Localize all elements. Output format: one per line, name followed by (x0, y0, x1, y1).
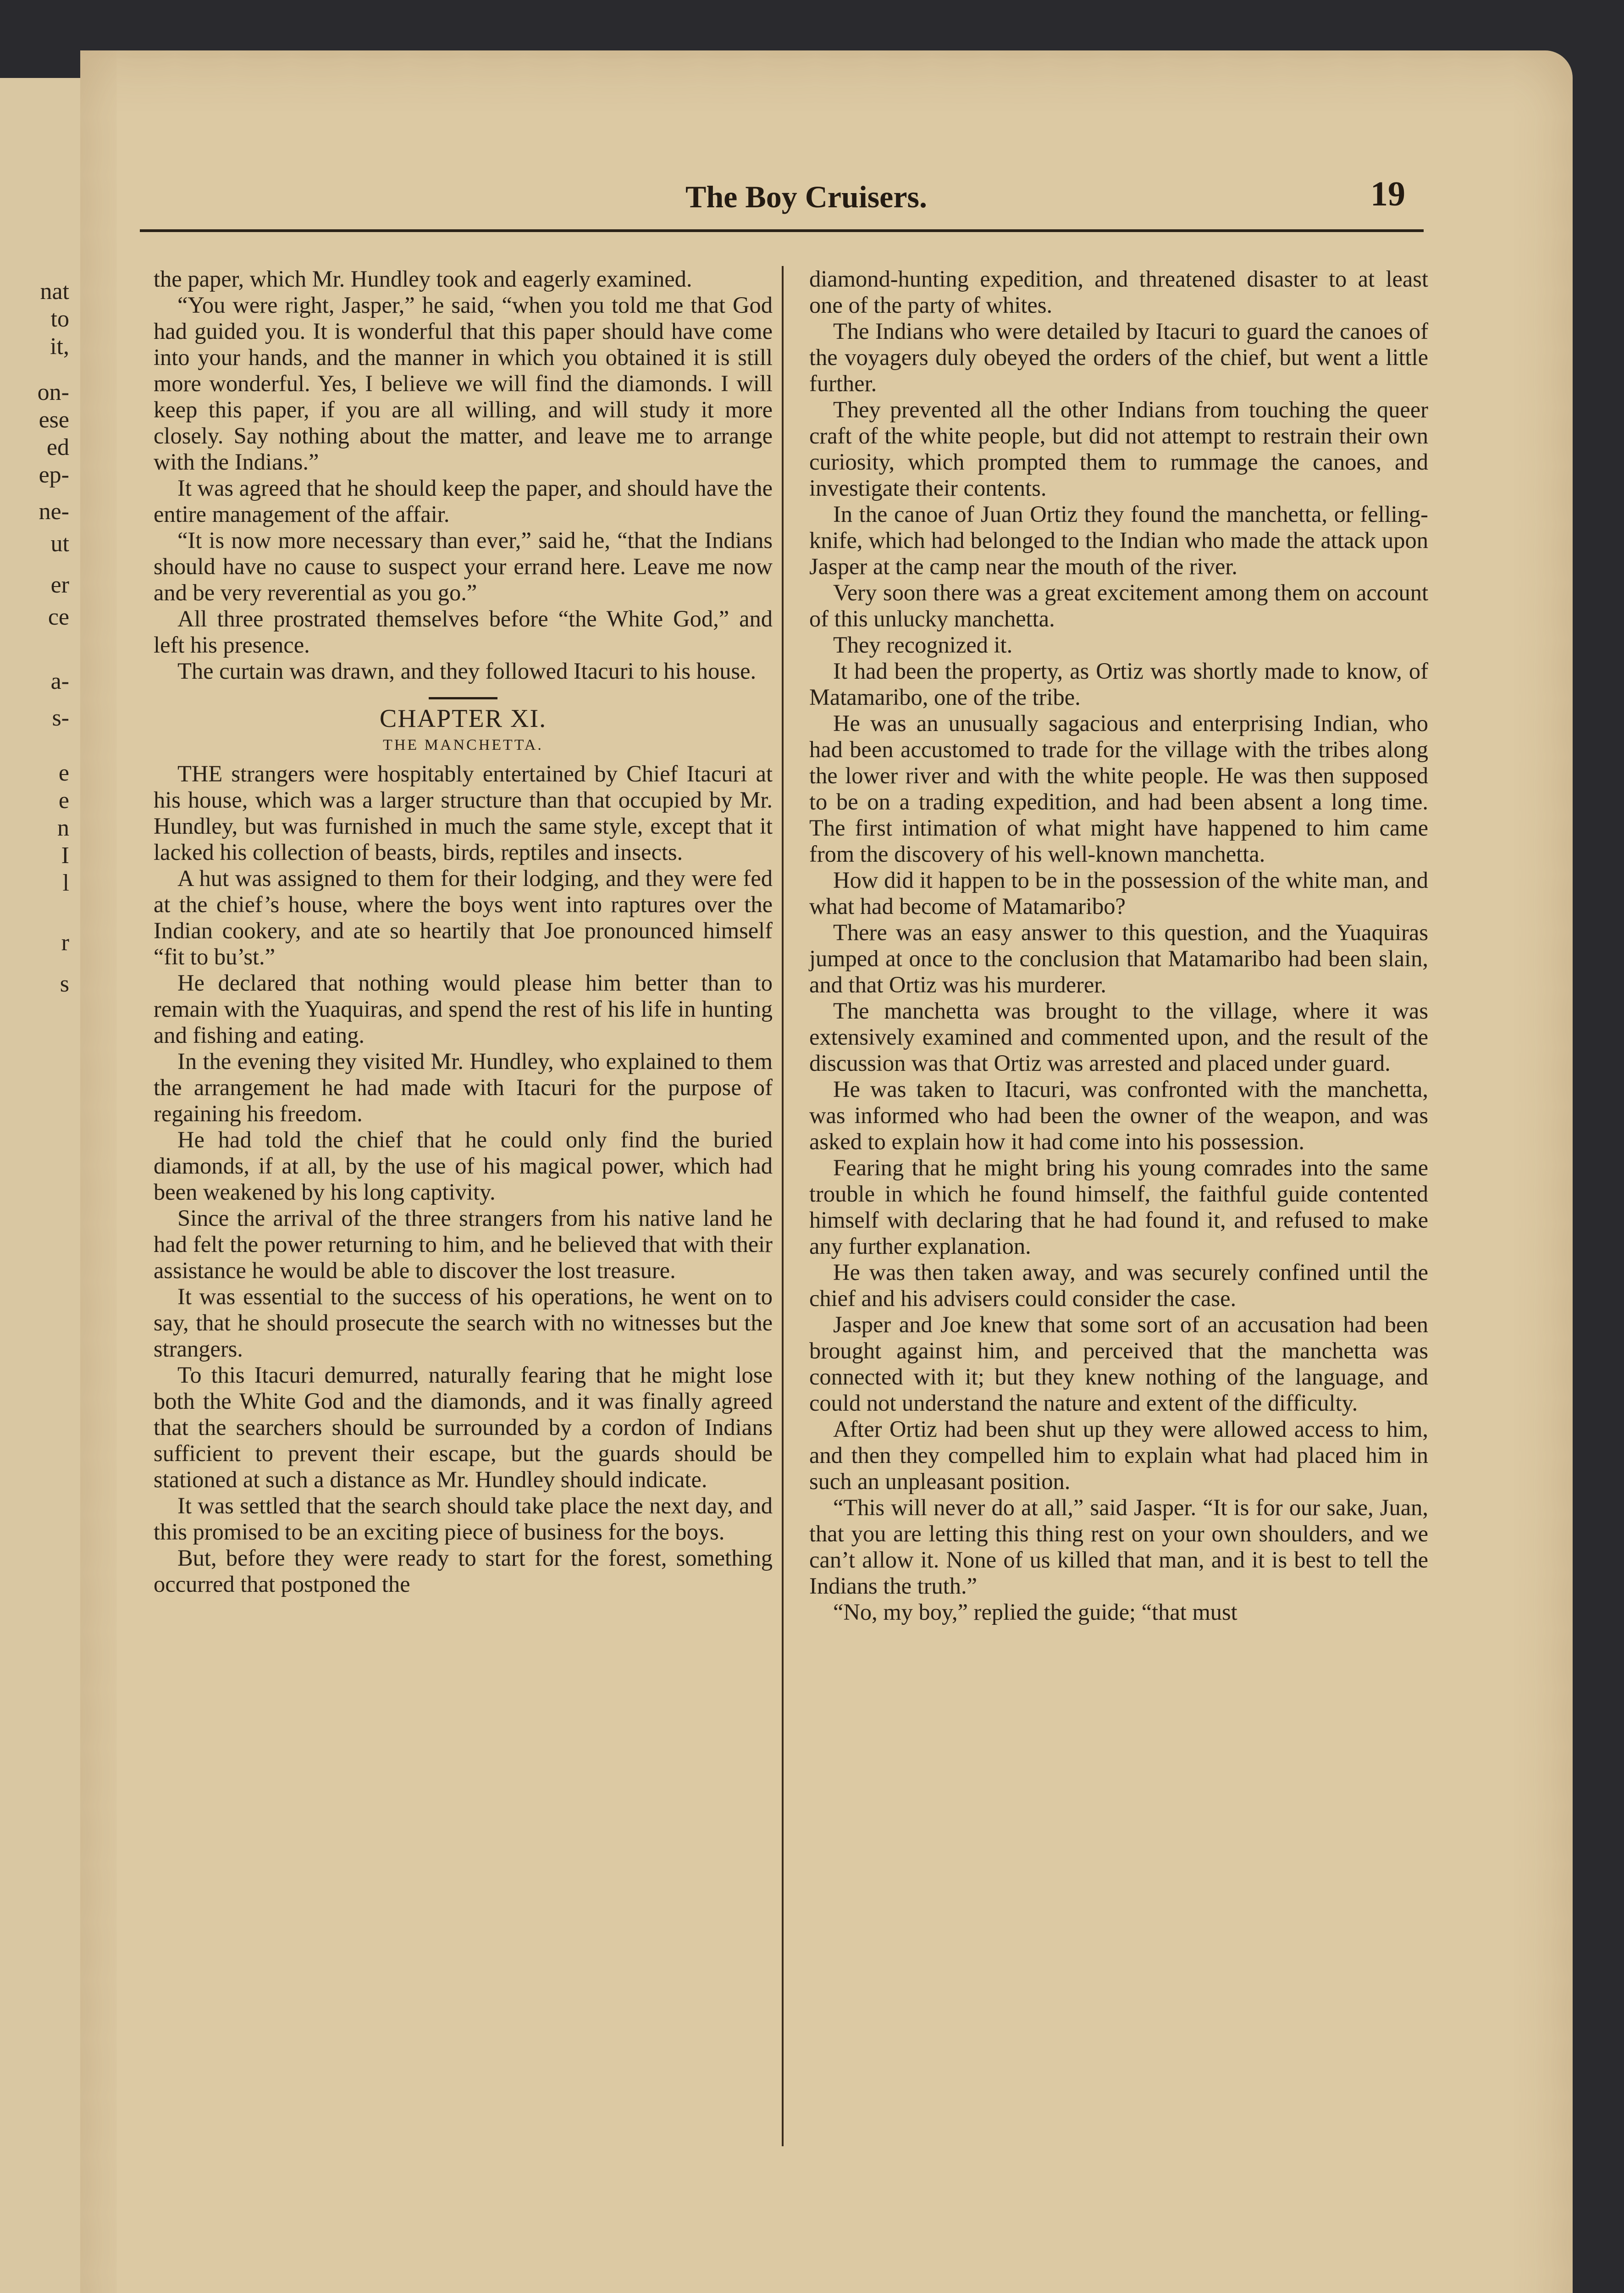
facing-page-fragment: l (62, 870, 69, 896)
paragraph: In the evening they visited Mr. Hundley, who explained to them the arrangement he had made with Itacuri for the purpose of regaining his freedom. (154, 1048, 773, 1126)
paragraph: “It is now more necessary than ever,” said he, “that the Indians should have no cause to suspect your errand here. Leave me now and be very reverential as you go.” (154, 527, 773, 605)
facing-page-edge (0, 78, 87, 2293)
paragraph: Since the arrival of the three strangers from his native land he had felt the power returning to him, and he believed that with their assistance he would be able to discover the lost treasure. (154, 1205, 773, 1283)
paragraph: Very soon there was a great excitement among them on account of this unlucky manchetta. (809, 580, 1428, 631)
paragraph: “This will never do at all,” said Jasper. “It is for our sake, Juan, that you are letting this thing rest on your own shoulders, and we can’t allow it. None of us killed that man, and it is best to tell the Indians the truth.” (809, 1495, 1428, 1599)
left-column (154, 266, 773, 1597)
book-page (80, 50, 1573, 2293)
facing-page-fragment: ese (39, 407, 69, 433)
paragraph: Fearing that he might bring his young comrades into the same trouble in which he found himself, the faithful guide contented himself with declaring that he had found it, and refused to make any further explanation. (809, 1155, 1428, 1259)
running-title: The Boy Cruisers. (685, 179, 927, 214)
paragraph: He declared that nothing would please him better than to remain with the Yuaquiras, and spend the rest of his life in hunting and fishing and eating. (154, 970, 773, 1048)
paragraph: Jasper and Joe knew that some sort of an accusation had been brought against him, and perceived that the manchetta was connected with it; but they knew nothing of the language, and could not understand the nature and extent of the difficulty. (809, 1312, 1428, 1416)
paragraph: He was an unusually sagacious and enterprising Indian, who had been accustomed to trade for the village with the tribes along the lower river and with the white people. He was then supposed to be on a trading expedition, and had been absent a long time. The first intimation of what might have happened to him came from the discovery of his well-known manchetta. (809, 710, 1428, 867)
paragraph: diamond-hunting expedition, and threatened disaster to at least one of the party of whites. (809, 266, 1428, 318)
facing-page-fragment: er (50, 572, 69, 598)
paragraph: After Ortiz had been shut up they were allowed access to him, and then they compelled him to explain what had placed him in such an unpleasant position. (809, 1416, 1428, 1494)
paragraph: A hut was assigned to them for their lodging, and they were fed at the chief’s house, where the boys went into raptures over the Indian cookery, and ate so heartily that Joe pronounced himself “fit to bu’st.” (154, 865, 773, 969)
facing-page-fragment: s- (52, 705, 69, 731)
facing-page-fragment: ed (46, 434, 69, 460)
paragraph: It had been the property, as Ortiz was shortly made to know, of Matamaribo, one of the tribe. (809, 658, 1428, 710)
paragraph: To this Itacuri demurred, naturally fearing that he might lose both the White God and the diamonds, and it was finally agreed that the searchers should be surrounded by a cordon of Indians sufficient to prevent their escape, but the guards should be stationed at such a distance as Mr. Hundley should indicate. (154, 1362, 773, 1492)
facing-page-fragment: ut (50, 531, 69, 557)
facing-page-fragment: s (60, 971, 69, 997)
paragraph: He had told the chief that he could only find the buried diamonds, if at all, by the use of his magical power, which had been weakened by his long captivity. (154, 1127, 773, 1205)
page-header (140, 174, 1424, 232)
paragraph: The manchetta was brought to the village, where it was extensively examined and commented upon, and the result of the discussion was that Ortiz was arrested and placed under guard. (809, 998, 1428, 1076)
paragraph: They prevented all the other Indians from touching the queer craft of the white people, but did not attempt to restrain their own curiosity, which prompted them to rummage the canoes, and investigate their contents. (809, 397, 1428, 501)
facing-page-fragment: to (50, 306, 69, 332)
paragraph: It was settled that the search should take place the next day, and this promised to be an exciting piece of business for the boys. (154, 1493, 773, 1545)
facing-page-fragment: ce (48, 604, 69, 630)
facing-page-fragment: nat (40, 278, 69, 305)
paragraph: “You were right, Jasper,” he said, “when you told me that God had guided you. It is wonderful that this paper should have come into your hands, and the manner in which you obtained it is still more wonderful. Yes, I believe we will find the diamonds. I will keep this paper, if you are all willing, and will study it more closely. Say nothing about the matter, and leave me to arrange with the Indians.” (154, 292, 773, 475)
paragraph: In the canoe of Juan Ortiz they found the manchetta, or felling-knife, which had belonged to the Indian who made the attack upon Jasper at the camp near the mouth of the river. (809, 501, 1428, 579)
paragraph: THE strangers were hospitably entertained by Chief Itacuri at his house, which was a larger structure than that occupied by Mr. Hundley, but was furnished in much the same style, except that it lacked his collection of beasts, birds, reptiles and insects. (154, 761, 773, 865)
facing-page-fragment: n (57, 815, 69, 841)
chapter-subheading: THE MANCHETTA. (383, 737, 543, 753)
paragraph: There was an easy answer to this question, and the Yuaquiras jumped at once to the conclusion that Matamaribo had been slain, and that Ortiz was his murderer. (809, 919, 1428, 997)
paragraph: They recognized it. (833, 632, 1013, 658)
paragraph: The curtain was drawn, and they followed Itacuri to his house. (177, 658, 757, 684)
facing-page-fragment: on- (37, 379, 69, 405)
facing-page-fragment: r (61, 930, 69, 956)
facing-page-fragment: a- (50, 668, 69, 694)
paragraph: But, before they were ready to start for the forest, something occurred that postponed the (154, 1545, 773, 1597)
facing-page-fragment: ne- (39, 498, 69, 525)
paragraph: He was taken to Itacuri, was confronted with the manchetta, was informed who had been the owner of the weapon, and was asked to explain how it had come into his possession. (809, 1076, 1428, 1154)
paragraph: It was essential to the success of his operations, he went on to say, that he should prosecute the search with no witnesses but the strangers. (154, 1284, 773, 1362)
chapter-heading: CHAPTER XI. (379, 704, 547, 733)
paragraph: the paper, which Mr. Hundley took and eagerly examined. (154, 266, 692, 292)
page-number: 19 (1370, 175, 1405, 213)
section-rule (429, 697, 497, 699)
paragraph: He was then taken away, and was securely confined until the chief and his advisers could consider the case. (809, 1259, 1428, 1311)
paragraph: All three prostrated themselves before “the White God,” and left his presence. (154, 606, 773, 658)
facing-page-fragment: I (61, 842, 69, 869)
paragraph: It was agreed that he should keep the paper, and should have the entire management of the affair. (154, 475, 773, 527)
facing-page-fragment: ep- (39, 462, 69, 488)
facing-page-fragment: e (58, 787, 69, 814)
paragraph: How did it happen to be in the possession of the white man, and what had become of Matamaribo? (809, 867, 1428, 919)
right-column (809, 266, 1428, 1625)
facing-page-fragment: e (58, 760, 69, 786)
paragraph: The Indians who were detailed by Itacuri to guard the canoes of the voyagers duly obeyed the orders of the chief, but went a little further. (809, 318, 1428, 396)
column-divider (782, 266, 784, 2146)
facing-page-fragment: it, (50, 333, 69, 360)
paragraph: “No, my boy,” replied the guide; “that must (833, 1599, 1237, 1625)
